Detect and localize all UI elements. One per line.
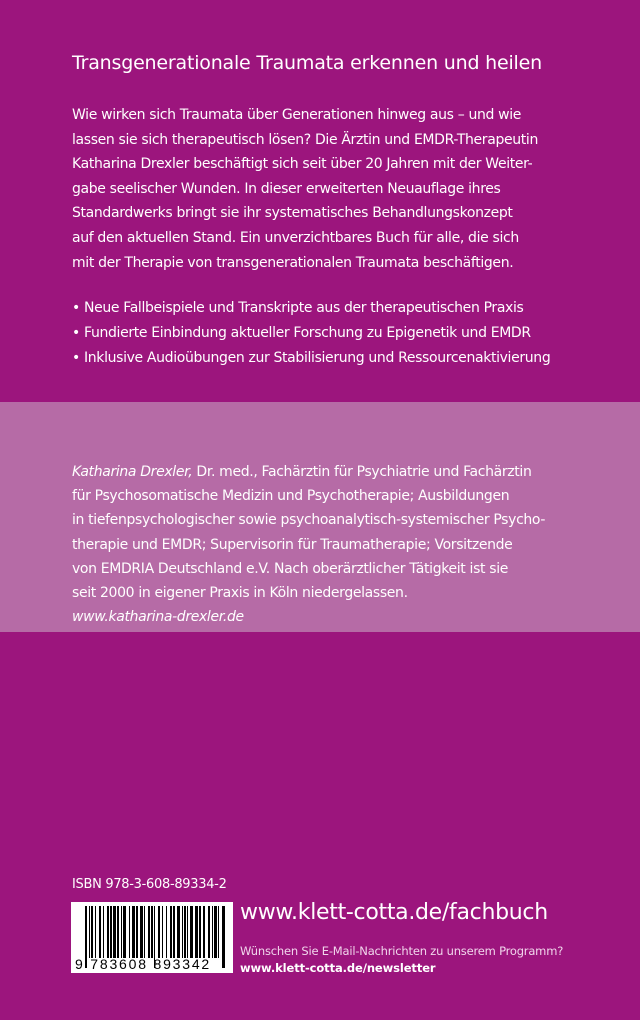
description-line: mit der Therapie von transgenerationalen Traumata beschäftigen. [72, 254, 514, 271]
barcode-bar [199, 906, 201, 958]
author-bio-line: für Psychosomatische Medizin und Psychotherapie; Ausbildungen [72, 488, 510, 505]
barcode-bar [99, 906, 101, 958]
barcode-bar [203, 906, 205, 958]
book-title: Transgenerationale Traumata erkennen und heilen [72, 52, 542, 74]
book-description [72, 103, 632, 275]
newsletter-prompt: Wünschen Sie E-Mail-Nachrichten zu unserem Programm? [240, 944, 564, 958]
barcode-bar [123, 906, 126, 958]
feature-list [72, 296, 550, 371]
feature-item: • Fundierte Einbindung aktueller Forschung zu Epigenetik und EMDR [72, 325, 531, 341]
barcode-bar [214, 906, 217, 958]
barcode-bar [195, 906, 198, 958]
barcode-bar [117, 906, 119, 958]
barcode-bar [91, 906, 93, 958]
barcode-bar [218, 906, 219, 958]
description-line: Standardwerks bringt sie ihr systematisches Behandlungskonzept [72, 205, 513, 222]
barcode-bar [182, 906, 183, 958]
barcode-bar [110, 906, 112, 958]
isbn: ISBN 978-3-608-89334-2 [72, 877, 227, 892]
barcode-bar [190, 906, 193, 958]
author-bio-line: seit 2000 in eigener Praxis in Köln niedergelassen. [72, 585, 408, 602]
barcode-bar [113, 906, 116, 958]
author-bio-line: in tiefenpsychologischer sowie psychoanalytisch-systemischer Psycho- [72, 512, 546, 529]
barcode-bar [107, 906, 109, 958]
description-line: Katharina Drexler beschäftigt sich seit über 20 Jahren mit der Weiter- [72, 156, 533, 173]
description-line: lassen sie sich therapeutisch lösen? Die Ärztin und EMDR-Therapeutin [72, 131, 538, 148]
author-bio-line: therapie und EMDR; Supervisorin für Traumatherapie; Vorsitzende [72, 536, 513, 553]
barcode-bar [166, 906, 167, 958]
description-line: auf den aktuellen Stand. Ein unverzichtbares Buch für alle, die sich [72, 229, 519, 246]
barcode-bar [158, 906, 160, 958]
barcode [71, 902, 233, 973]
description-line: Wie wirken sich Traumata über Generationen hinweg aus – und wie [72, 107, 522, 123]
barcode-bar [103, 906, 104, 958]
newsletter-url[interactable]: www.klett-cotta.de/newsletter [240, 961, 436, 975]
barcode-digits: 9 783608 893342 [75, 956, 211, 972]
barcode-bar [121, 906, 122, 958]
barcode-bar [222, 906, 225, 968]
barcode-bar [148, 906, 150, 958]
feature-item: • Inklusive Audioübungen zur Stabilisierung und Ressourcenaktivierung [72, 350, 551, 366]
barcode-bar [140, 906, 143, 958]
barcode-bar [170, 906, 172, 958]
barcode-bar [136, 906, 138, 958]
author-bio [72, 460, 545, 629]
barcode-bar [151, 906, 153, 958]
publisher-url[interactable]: www.klett-cotta.de/fachbuch [240, 900, 548, 925]
feature-item: • Neue Fallbeispiele und Transkripte aus der therapeutischen Praxis [72, 300, 524, 316]
barcode-bar [177, 906, 180, 958]
barcode-bar [212, 906, 213, 958]
author-bio-line: von EMDRIA Deutschland e.V. Nach oberärztlicher Tätigkeit ist sie [72, 560, 509, 577]
barcode-bar [173, 906, 175, 958]
author-website[interactable]: www.katharina-drexler.de [72, 609, 244, 626]
barcode-bar [187, 906, 188, 958]
barcode-bar [129, 906, 130, 958]
description-line: gabe seelischer Wunden. In dieser erweiterten Neuauflage ihres [72, 180, 501, 197]
author-bio-line: Dr. med., Fachärztin für Psychiatrie und Fachärztin [192, 464, 532, 480]
author-name: Katharina Drexler, [72, 464, 193, 480]
barcode-bar [162, 906, 163, 958]
barcode-bar [95, 906, 96, 958]
barcode-bar [208, 906, 210, 958]
barcode-bar [184, 906, 186, 958]
barcode-bar [89, 906, 90, 958]
barcode-bar [144, 906, 145, 958]
barcode-bar [132, 906, 135, 958]
